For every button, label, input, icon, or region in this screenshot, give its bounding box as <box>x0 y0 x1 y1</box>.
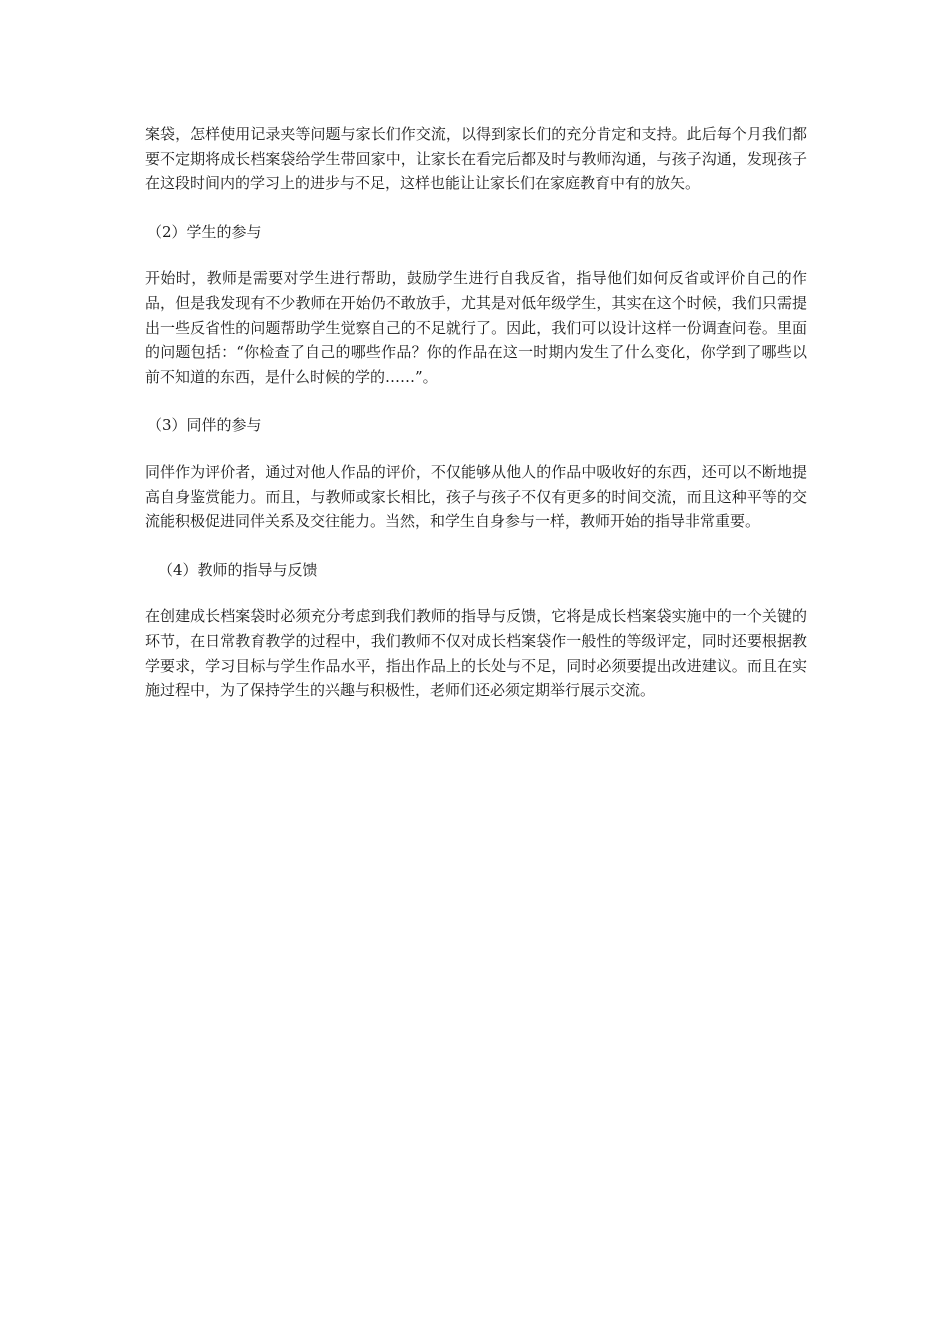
paragraph-teacher-guidance: 在创建成长档案袋时必须充分考虑到我们教师的指导与反馈，它将是成长档案袋实施中的一个关键的环节，在日常教育教学的过程中，我们教师不仅对成长档案袋作一般性的等级评定，同时还要根据教学要求，学习目标与学生作品水平，指出作品上的长处与不足，同时必须要提出改进建议。而且在实施过程中，为了保持学生的兴趣与积极性，老师们还必须定期举行展示交流。 <box>145 607 807 700</box>
heading-student-participation: （2）学生的参与 <box>147 222 262 241</box>
paragraph-peer-participation: 同伴作为评价者，通过对他人作品的评价，不仅能够从他人的作品中吸收好的东西，还可以不断地提高自身鉴赏能力。而且，与教师或家长相比，孩子与孩子不仅有更多的时间交流，而且这种平等的交流能积极促进同伴关系及交往能力。当然，和学生自身参与一样，教师开始的指导非常重要。 <box>145 462 807 531</box>
heading-spacer <box>145 438 807 460</box>
heading-spacer <box>145 582 807 604</box>
paragraph-spacer <box>145 196 807 220</box>
paragraph-parent-communication: 案袋，怎样使用记录夹等问题与家长们作交流，以得到家长们的充分肯定和支持。此后每个月我们都要不定期将成长档案袋给学生带回家中，让家长在看完后都及时与教师沟通，与孩子沟通，发现孩子在这段时间内的学习上的进步与不足，这样也能让让家长们在家庭教育中有的放矢。 <box>145 125 807 193</box>
heading-teacher-guidance: （4）教师的指导与反馈 <box>158 560 318 579</box>
document-body <box>145 122 807 703</box>
heading-spacer <box>145 244 807 266</box>
paragraph-student-participation: 开始时，教师是需要对学生进行帮助，鼓励学生进行自我反省，指导他们如何反省或评价自己的作品，但是我发现有不少教师在开始仍不敢放手，尤其是对低年级学生，其实在这个时候，我们只需提出一些反省性的问题帮助学生觉察自己的不足就行了。因此，我们可以设计这样一份调查问卷。里面的问题包括：“你检查了自己的哪些作品？你的作品在这一时期内发生了什么变化，你学到了哪些以前不知道的东西，是什么时候的学的……”。 <box>145 269 807 386</box>
paragraph-spacer <box>145 534 807 558</box>
paragraph-spacer <box>145 389 807 413</box>
heading-peer-participation: （3）同伴的参与 <box>147 416 262 435</box>
